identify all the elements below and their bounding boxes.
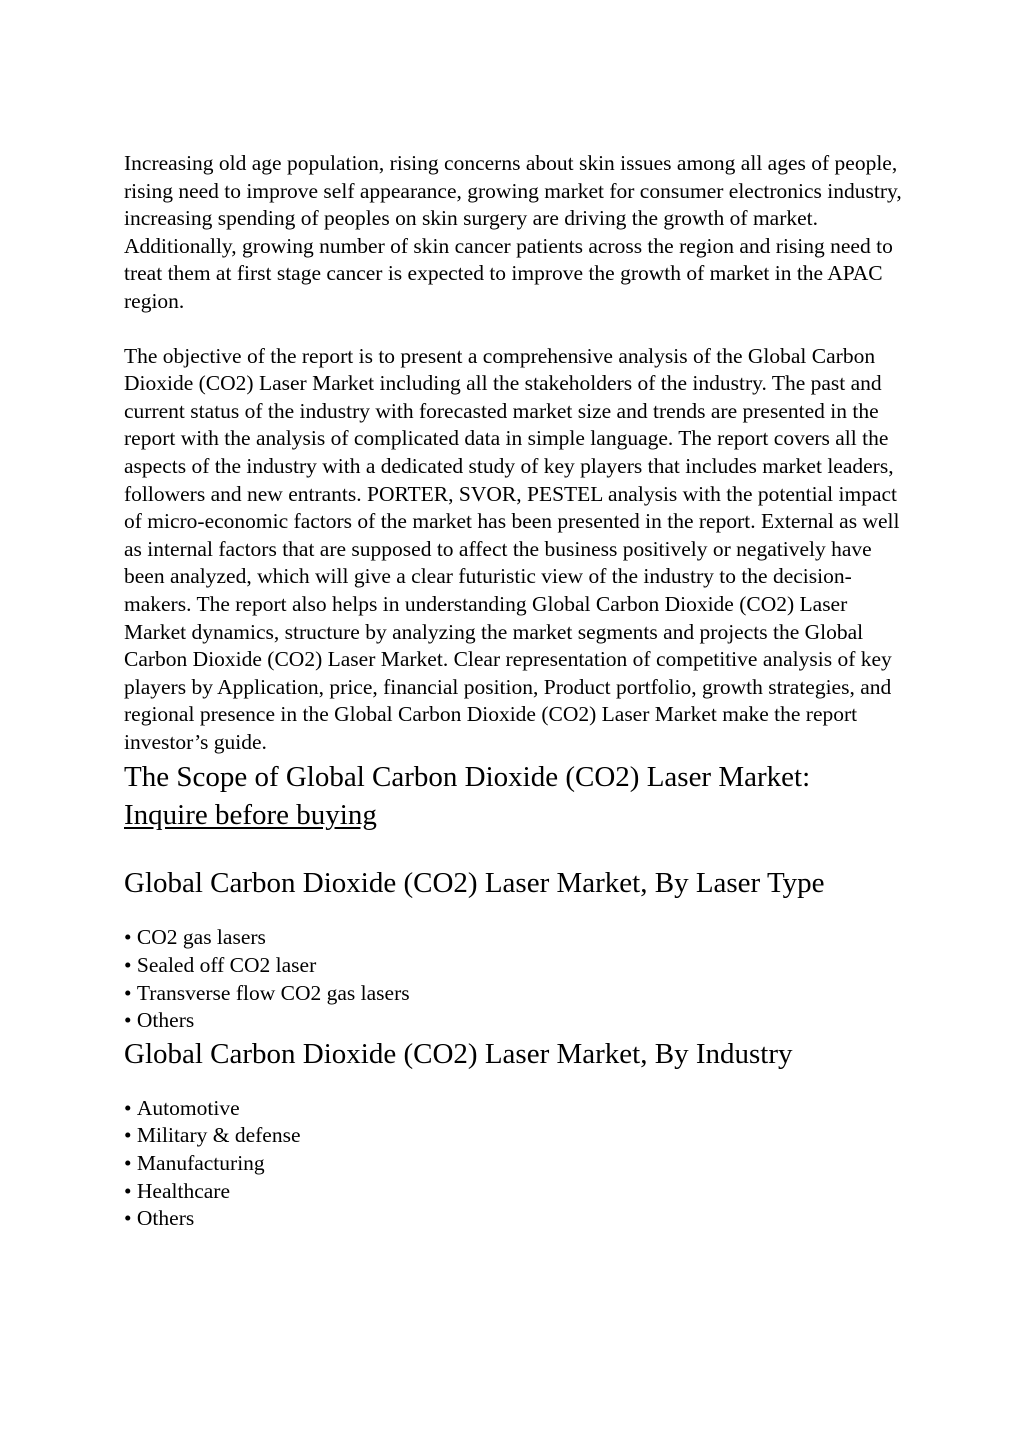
laser-type-list (124, 924, 914, 1034)
industry-heading: Global Carbon Dioxide (CO2) Laser Market, By Industry (124, 1037, 793, 1070)
list-item: • Sealed off CO2 laser (124, 952, 914, 980)
list-item: • Manufacturing (124, 1150, 914, 1178)
inquire-before-buying-link[interactable]: Inquire before buying (124, 799, 377, 832)
scope-heading: The Scope of Global Carbon Dioxide (CO2) Laser Market: (124, 761, 811, 794)
list-item: • CO2 gas lasers (124, 924, 914, 952)
list-item: • Healthcare (124, 1178, 914, 1206)
industry-list (124, 1095, 914, 1233)
list-item: • Others (124, 1205, 914, 1233)
laser-type-heading: Global Carbon Dioxide (CO2) Laser Market, By Laser Type (124, 867, 825, 900)
intro-paragraph: Increasing old age population, rising concerns about skin issues among all ages of people, rising need to improve self appearance, growing market for consumer electronics industry, increasing spending of peoples on skin surgery are driving the growth of market. Additionally, growing number of skin cancer patients across the region and rising need to treat them at first stage cancer is expected to improve the growth of market in the APAC region. (124, 151, 902, 313)
list-item: • Military & defense (124, 1122, 914, 1150)
objective-paragraph: The objective of the report is to present a comprehensive analysis of the Global Carbon Dioxide (CO2) Laser Market including all the stakeholders of the industry. The past and current status of the industry with forecasted market size and trends are presented in the report with the analysis of complicated data in simple language. The report covers all the aspects of the industry with a dedicated study of key players that includes market leaders, followers and new entrants. PORTER, SVOR, PESTEL analysis with the potential impact of micro-economic factors of the market has been presented in the report. External as well as internal factors that are supposed to affect the business positively or negatively have been analyzed, which will give a clear futuristic view of the industry to the decision-makers. The report also helps in understanding Global Carbon Dioxide (CO2) Laser Market dynamics, structure by analyzing the market segments and projects the Global Carbon Dioxide (CO2) Laser Market. Clear representation of competitive analysis of key players by Application, price, financial position, Product portfolio, growth strategies, and regional presence in the Global Carbon Dioxide (CO2) Laser Market make the report investor’s guide. (124, 343, 900, 754)
list-item: • Others (124, 1007, 914, 1035)
list-item: • Automotive (124, 1095, 914, 1123)
list-item: • Transverse flow CO2 gas lasers (124, 980, 914, 1008)
page-content (124, 150, 914, 1233)
